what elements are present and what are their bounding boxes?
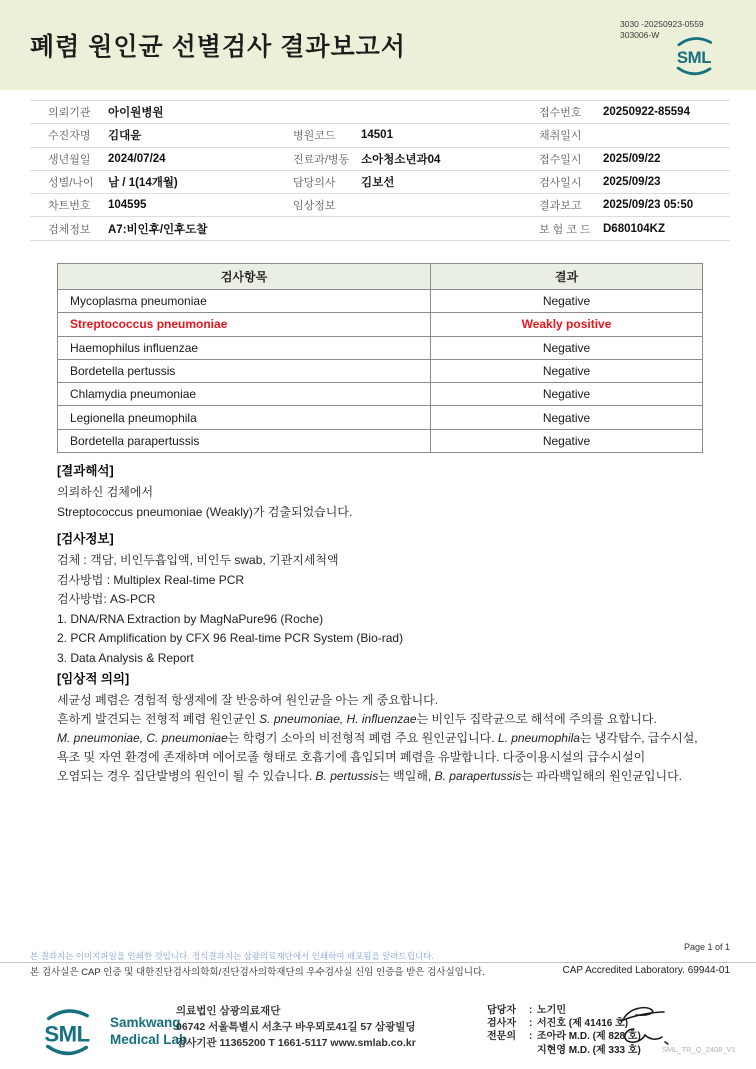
staff-row: 검사자 : 서진호 (제 41416 호): [487, 1018, 629, 1030]
field-label: 차트번호: [48, 200, 91, 213]
field-label: 검체정보: [48, 223, 91, 236]
field-value: 20250922-85594: [603, 106, 690, 119]
header-band: [0, 0, 756, 90]
field-value: 2024/07/24: [108, 152, 166, 165]
interpretation-line: Streptococcus pneumoniae (Weakly)가 검출되었습니다.: [57, 504, 353, 519]
test-result: Negative: [431, 406, 703, 429]
table-row: [58, 429, 703, 452]
table-row: [58, 383, 703, 406]
results-table: [57, 263, 703, 453]
clinical-line: 흔하게 발견되는 전형적 폐렴 원인균인 S. pneumoniae, H. influenzae는 비인두 집락균으로 해석에 주의를 요합니다.: [57, 712, 657, 726]
accreditation-notice: 본 검사실은 CAP 인증 및 대한진단검사의학회/진단검사의학재단의 우수검사실 신임 인증을 받은 검사실입니다.: [30, 967, 485, 978]
staff-value: 서진호 (제 41416 호): [537, 1018, 629, 1030]
test-item: Legionella pneumophila: [58, 406, 431, 429]
field-value: 2025/09/22: [603, 152, 661, 165]
results-header-result: 결과: [431, 264, 703, 290]
table-row: [58, 313, 703, 336]
sml-logo-icon: [32, 1006, 102, 1058]
org-name: 의료법인 삼광의료재단: [176, 1005, 281, 1017]
patient-info-row: [30, 171, 730, 194]
test-info-line: 검체 : 객담, 비인두흡입액, 비인두 swab, 기관지세척액: [57, 553, 339, 567]
test-item: Chlamydia pneumoniae: [58, 383, 431, 406]
staff-label: 전문의: [487, 1031, 516, 1043]
lab-name-line2: Medical Lab: [110, 1032, 188, 1047]
field-value: 2025/09/23 05:50: [603, 199, 694, 212]
test-result: Negative: [431, 383, 703, 406]
test-result: Negative: [431, 290, 703, 313]
patient-info-row: [30, 217, 730, 240]
staff-row: 전문의 : 조아라 M.D. (제 828 호): [487, 1031, 641, 1043]
interpretation-heading: [결과해석]: [57, 464, 114, 478]
svg-text:SML: SML: [44, 1021, 90, 1047]
staff-label: 검사자: [487, 1018, 516, 1030]
field-label: 생년월일: [48, 153, 91, 166]
sml-footer-logo: [32, 1006, 187, 1058]
test-result: Negative: [431, 429, 703, 452]
clinical-line: 세균성 폐렴은 경험적 항생제에 잘 반응하여 원인균을 아는 게 중요합니다.: [57, 693, 439, 707]
clinical-line: 오염되는 경우 집단발병의 원인이 될 수 있습니다. B. pertussis는 백일해, B. parapertussis는 파라백일해의 원인균입니다.: [57, 769, 683, 783]
test-result: Negative: [431, 359, 703, 382]
field-label: 접수일시: [539, 153, 582, 166]
sml-logo-icon: [670, 34, 718, 78]
field-value: 2025/09/23: [603, 176, 661, 189]
clinical-heading: [임상적 의의]: [57, 672, 130, 686]
lab-name-line1: Samkwang: [110, 1015, 181, 1031]
patient-info-row: [30, 148, 730, 171]
image-print-notice: 본 결과지는 이미지파일을 인쇄한 것입니다. 정식결과지는 삼광의료재단에서 인쇄하여 배포됨을 알려드립니다.: [30, 951, 434, 961]
table-row: [58, 359, 703, 382]
org-contact: 검사기관 11365200 T 1661-5117 www.smlab.co.kr: [176, 1036, 416, 1049]
staff-row: 담당자 : 노기민: [487, 1005, 566, 1016]
field-label: 임상정보: [293, 200, 336, 213]
doc-version-label: SML_TR_Q_2408_V1: [662, 1045, 736, 1054]
test-item: Bordetella parapertussis: [58, 429, 431, 452]
test-info-section: [57, 529, 747, 668]
svg-text:SML: SML: [676, 48, 712, 68]
field-value: 소아청소년과04: [361, 153, 441, 166]
field-label: 접수번호: [539, 107, 582, 120]
staff-label: [487, 1044, 529, 1057]
test-item: Mycoplasma pneumoniae: [58, 290, 431, 313]
results-header-row: [58, 264, 703, 290]
cap-accreditation-label: CAP Accredited Laboratory. 69944-01: [562, 965, 730, 976]
signature-icon: [618, 1002, 682, 1048]
test-item: Haemophilus influenzae: [58, 336, 431, 359]
test-item: Bordetella pertussis: [58, 359, 431, 382]
field-label: 채취일시: [539, 130, 582, 143]
table-row: [58, 406, 703, 429]
organization-address: [176, 1004, 416, 1051]
page-title: 폐렴 원인균 선별검사 결과보고서: [30, 33, 406, 61]
field-label: 결과보고: [539, 200, 582, 213]
test-info-line: 검사방법 : Multiplex Real-time PCR: [57, 572, 245, 587]
clinical-line: 욕조 및 자연 환경에 존재하며 에어로졸 형태로 호흡기에 흡입되며 폐렴을 유발합니다. 다중이용시설의 급수시설이: [57, 750, 646, 764]
test-info-line: 검사방법: AS-PCR: [57, 592, 156, 606]
field-value: 김대윤: [108, 130, 142, 143]
field-value: 김보선: [361, 177, 395, 190]
clinical-line: M. pneumoniae, C. pneumoniae는 학령기 소아의 비전형적 폐렴 주요 원인균입니다. L. pneumophila는 냉각탑수, 급수시설,: [57, 731, 698, 745]
staff-value: 노기민: [537, 1005, 566, 1016]
field-value: A7:비인후/인후도찰: [108, 223, 208, 236]
document-code-line2: 303006-W: [620, 30, 660, 41]
field-label: 성별/나이: [48, 177, 94, 190]
field-value: D680104KZ: [603, 222, 666, 235]
staff-value: 지현영 M.D. (제 333 호): [537, 1044, 641, 1056]
patient-info-row: [30, 101, 730, 124]
field-label: 검사일시: [539, 177, 582, 190]
field-value: 104595: [108, 199, 147, 212]
results-header-item: 검사항목: [58, 264, 431, 290]
field-label: 진료과/병동: [293, 153, 350, 166]
field-value: 남 / 1(14개월): [108, 177, 178, 190]
staff-label: 담당자: [487, 1005, 516, 1016]
patient-info-row: [30, 194, 730, 217]
field-label: 담당의사: [293, 177, 336, 190]
field-label: 의뢰기관: [48, 107, 91, 120]
org-address: 06742 서울특별시 서초구 바우뫼로41길 57 삼광빌딩: [176, 1020, 416, 1033]
test-info-line: 3. Data Analysis & Report: [57, 650, 194, 665]
field-label: 병원코드: [293, 130, 336, 143]
staff-value: 조아라 M.D. (제 828 호): [537, 1031, 641, 1043]
document-code-line1: 3030 -20250923-0559: [620, 19, 704, 29]
test-item: Streptococcus pneumoniae: [58, 313, 431, 336]
field-label: 보 험 코 드: [539, 223, 591, 236]
field-value: 아이원병원: [108, 107, 164, 120]
interpretation-section: [57, 461, 747, 522]
field-label: 수진자명: [48, 130, 91, 143]
page-indicator: Page 1 of 1: [683, 942, 730, 952]
patient-info-row: [30, 124, 730, 147]
test-result: Negative: [431, 336, 703, 359]
field-value: 14501: [361, 129, 393, 142]
interpretation-line: 의뢰하신 검체에서: [57, 485, 154, 499]
test-info-line: 1. DNA/RNA Extraction by MagNaPure96 (Roche): [57, 611, 324, 626]
clinical-section: [57, 669, 747, 786]
patient-info-grid: [30, 100, 730, 241]
table-row: [58, 336, 703, 359]
table-row: [58, 290, 703, 313]
test-info-heading: [검사정보]: [57, 532, 114, 546]
footer-divider: [0, 962, 756, 963]
test-info-line: 2. PCR Amplification by CFX 96 Real-time PCR System (Bio-rad): [57, 631, 404, 645]
test-result: Weakly positive: [431, 313, 703, 336]
sml-logo: [670, 34, 718, 83]
